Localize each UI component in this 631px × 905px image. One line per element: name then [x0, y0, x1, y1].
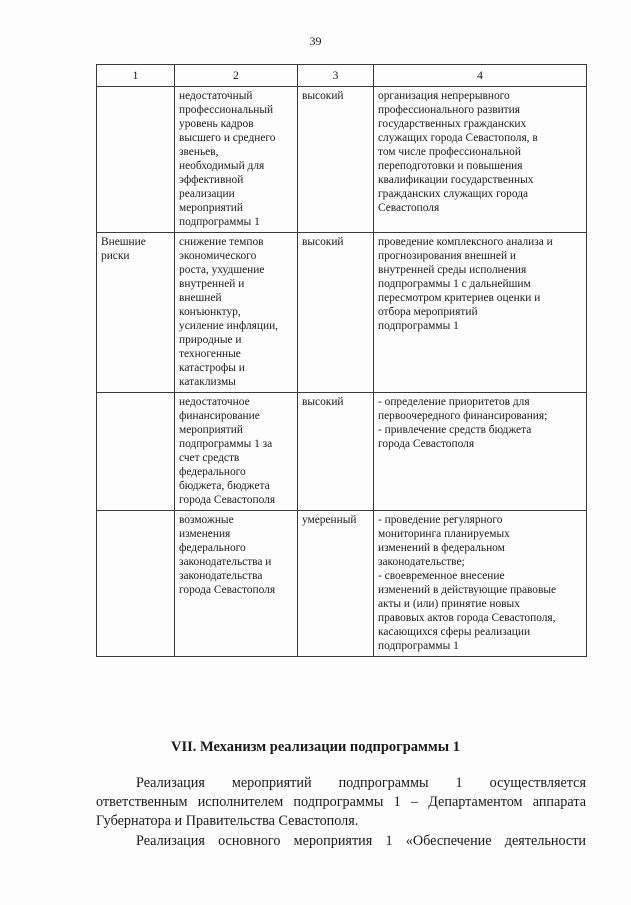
risk-description-cell: снижение темпов экономического роста, ухудшение внутренней и внешней конъюнктур, усиление инфляции, природные и техногенные катастрофы и катаклизмы [175, 233, 298, 393]
risk-level-cell: высокий [298, 393, 374, 511]
risk-level-cell: высокий [298, 87, 374, 233]
paragraph-1-line-3: Губернатора и Правительства Севастополя. [96, 813, 359, 829]
header-cell-4: 4 [374, 65, 587, 87]
risk-measures-cell: - определение приоритетов для первоочередного финансирования; - привлечение средств бюджета города Севастополя [374, 393, 587, 511]
header-cell-1: 1 [97, 65, 175, 87]
table-row [97, 393, 587, 511]
risk-level-cell: высокий [298, 233, 374, 393]
paragraph-2: Реализация основного мероприятия 1 «Обеспечение деятельности [136, 833, 586, 849]
risk-group-cell: Внешние риски [97, 233, 175, 393]
risk-table [96, 64, 587, 657]
risk-description-cell: недостаточный профессиональный уровень кадров высшего и среднего звеньев, необходимый для эффективной реализации мероприятий подпрограммы 1 [175, 87, 298, 233]
risk-group-cell [97, 393, 175, 511]
table-header-row [97, 65, 587, 87]
paragraph-1-line-2: ответственным исполнителем подпрограммы 1 – Департаментом аппарата [96, 794, 586, 810]
risk-group-cell [97, 87, 175, 233]
risk-measures-cell: организация непрерывного профессионального развития государственных гражданских служащих города Севастополя, в том числе профессиональной переподготовки и повышения квалификации государственных гражданских служащих города Севастополя [374, 87, 587, 233]
risk-measures-cell: - проведение регулярного мониторинга планируемых изменений в федеральном законодательстве; - своевременное внесение изменений в действующие правовые акты и (или) принятие новых правовых актов города Севастополя, касающихся сферы реализации подпрограммы 1 [374, 511, 587, 657]
paragraph-1-line-1: Реализация мероприятий подпрограммы 1 осуществляется [136, 775, 586, 791]
risk-level-cell: умеренный [298, 511, 374, 657]
section-title: VII. Механизм реализации подпрограммы 1 [171, 739, 460, 755]
table-row [97, 511, 587, 657]
paragraph-1 [96, 774, 586, 831]
table-row [97, 87, 587, 233]
header-cell-3: 3 [298, 65, 374, 87]
risk-measures-cell: проведение комплексного анализа и прогнозирования внешней и внутренней среды исполнения подпрограммы 1 с дальнейшим пересмотром критериев оценки и отбора мероприятий подпрограммы 1 [374, 233, 587, 393]
header-cell-2: 2 [175, 65, 298, 87]
page-number: 39 [309, 34, 322, 48]
table-row [97, 233, 587, 393]
risk-group-cell [97, 511, 175, 657]
risk-description-cell: недостаточное финансирование мероприятий подпрограммы 1 за счет средств федерального бюджета, бюджета города Севастополя [175, 393, 298, 511]
risk-description-cell: возможные изменения федерального законодательства и законодательства города Севастополя [175, 511, 298, 657]
